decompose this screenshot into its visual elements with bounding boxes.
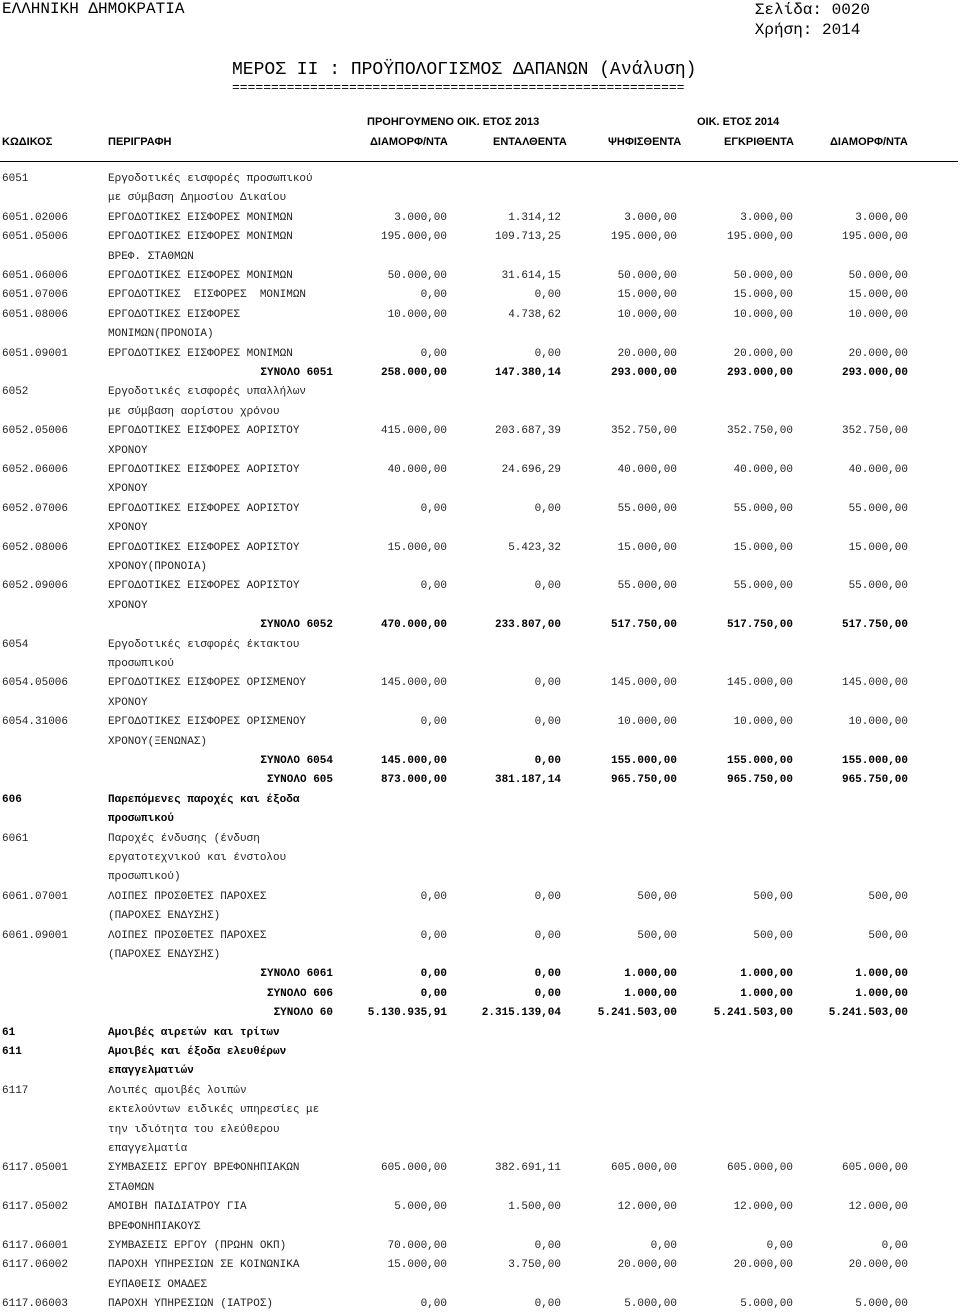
amount-cell: 10.000,00	[733, 308, 793, 321]
amount-cell: 10.000,00	[617, 308, 677, 321]
amount-cell: 20.000,00	[617, 347, 677, 360]
group-curr-year: ΟΙΚ. ΕΤΟΣ 2014	[697, 116, 780, 128]
amount-cell: 20.000,00	[848, 1259, 908, 1272]
amount-cell: 500,00	[637, 890, 677, 903]
amount-cell: 0,00	[881, 1240, 908, 1252]
table-row	[0, 636, 960, 655]
amount-cell: 195.000,00	[841, 231, 908, 244]
amount-cell: 12.000,00	[733, 1201, 793, 1214]
amount-cell: 20.000,00	[733, 347, 793, 360]
amount-cell: 0,00	[534, 1240, 561, 1252]
amount-cell: 3.000,00	[740, 211, 793, 224]
table-row	[0, 1043, 960, 1062]
total-row	[0, 985, 960, 1004]
amount-cell: 10.000,00	[387, 308, 447, 321]
amount-cell: 55.000,00	[617, 580, 677, 593]
amount-cell: 0,00	[534, 347, 561, 360]
total-row	[0, 1004, 960, 1023]
amount-cell: 500,00	[868, 890, 908, 903]
row-description: ΠΑΡΟΧΗ ΥΠΗΡΕΣΙΩΝ (ΙΑΤΡΟΣ)	[108, 1298, 274, 1311]
row-description: (ΠΑΡΟΧΕΣ ΕΝΔΥΣΗΣ)	[108, 949, 221, 961]
row-code: 6051.02006	[2, 211, 69, 224]
table-row	[0, 810, 960, 829]
row-code: 6054	[2, 638, 29, 651]
amount-cell: 352.750,00	[726, 425, 793, 438]
amount-cell: 15.000,00	[848, 289, 908, 302]
row-description: ΕΡΓΟΔΟΤΙΚΕΣ ΕΙΣΦΟΡΕΣ ΜΟΝΙΜΩΝ	[108, 347, 293, 360]
row-description: προσωπικού)	[108, 871, 181, 884]
group-prev-year: ΠΡΟΗΓΟΥΜΕΝΟ ΟΙΚ. ΕΤΟΣ 2013	[367, 116, 540, 128]
row-description: με σύμβαση Δημοσίου Δικαίου	[108, 192, 287, 205]
row-description: ΕΥΠΑΘΕΙΣ ΟΜΑΔΕΣ	[108, 1278, 208, 1291]
amount-cell: 10.000,00	[848, 308, 908, 321]
amount-cell: 5.000,00	[855, 1298, 908, 1311]
page-number: Σελίδα: 0020	[754, 1, 870, 19]
amount-cell: 55.000,00	[848, 502, 908, 515]
row-code: 6117	[2, 1084, 29, 1097]
amount-cell: 0,00	[650, 1240, 677, 1252]
row-description: ΒΡΕΦΟΝΗΠΙΑΚΟΥΣ	[108, 1220, 201, 1233]
amount-cell: 0,00	[420, 502, 447, 515]
row-code: 6051	[2, 173, 29, 185]
col-voted: ΨΗΦΙΣΘΕΝΤΑ	[608, 136, 682, 148]
row-description: ΧΡΟΝΟΥ	[108, 483, 148, 496]
row-code: 6052.05006	[2, 425, 69, 438]
amount-cell: 1.000,00	[740, 987, 793, 1000]
amount-cell: 470.000,00	[380, 619, 447, 632]
row-description: προσωπικού	[108, 813, 175, 826]
page-info	[755, 0, 870, 40]
row-description: ΕΡΓΟΔΟΤΙΚΕΣ ΕΙΣΦΟΡΕΣ ΑΟΡΙΣΤΟΥ	[108, 502, 300, 515]
table-row	[0, 1101, 960, 1120]
row-description: ΕΡΓΟΔΟΤΙΚΕΣ ΕΙΣΦΟΡΕΣ ΑΟΡΙΣΤΟΥ	[108, 425, 300, 438]
amount-cell: 381.187,14	[494, 774, 561, 787]
amount-cell: 1.000,00	[855, 968, 908, 981]
amount-cell: 40.000,00	[617, 464, 677, 476]
row-description: ΧΡΟΝΟΥ	[108, 444, 148, 457]
total-label: ΣΥΝΟΛΟ 6052	[260, 619, 333, 632]
row-description: Λοιπές αμοιβές λοιπών	[108, 1084, 247, 1097]
amount-cell: 0,00	[420, 289, 447, 302]
amount-cell: 605.000,00	[841, 1162, 908, 1175]
amount-cell: 0,00	[420, 968, 447, 981]
row-code: 6054.05006	[2, 677, 69, 690]
total-label: ΣΥΝΟΛΟ 6054	[260, 755, 333, 767]
amount-cell: 15.000,00	[733, 289, 793, 302]
row-description: ΧΡΟΝΟΥ	[108, 696, 148, 709]
row-description: ΕΡΓΟΔΟΤΙΚΕΣ ΕΙΣΦΟΡΕΣ ΜΟΝΙΜΩΝ	[108, 231, 293, 244]
total-row	[0, 771, 960, 790]
row-description: Εργοδοτικές εισφορές υπαλλήλων	[108, 386, 307, 399]
amount-cell: 70.000,00	[387, 1240, 447, 1252]
row-code: 6051.09001	[2, 347, 69, 360]
table-row	[0, 539, 960, 558]
table-row	[0, 461, 960, 480]
state-name: ΕΛΛΗΝΙΚΗ ΔΗΜΟΚΡΑΤΙΑ	[2, 0, 185, 18]
fiscal-year: Χρήση: 2014	[754, 21, 861, 39]
row-code: 6052.09006	[2, 580, 69, 593]
amount-cell: 15.000,00	[387, 1259, 447, 1272]
row-description: ΧΡΟΝΟΥ(ΠΡΟΝΟΙΑ)	[108, 561, 208, 573]
amount-cell: 1.000,00	[624, 987, 677, 1000]
table-row	[0, 1237, 960, 1256]
table-row	[0, 209, 960, 228]
table-row	[0, 306, 960, 325]
amount-cell: 0,00	[534, 755, 561, 767]
total-label: ΣΥΝΟΛΟ 6051	[260, 367, 333, 379]
row-code: 6051.07006	[2, 289, 69, 302]
total-row	[0, 364, 960, 383]
table-row	[0, 1256, 960, 1275]
col-prev-formed: ΔΙΑΜΟΡΦ/ΝΤΑ	[370, 136, 448, 148]
row-code: 6051.08006	[2, 308, 69, 321]
amount-cell: 31.614,15	[501, 270, 561, 282]
amount-cell: 55.000,00	[733, 502, 793, 515]
row-description: ΧΡΟΝΟΥ(ΞΕΝΩΝΑΣ)	[108, 735, 208, 748]
row-description: με σύμβαση αορίστου χρόνου	[108, 405, 280, 418]
table-row	[0, 713, 960, 732]
table-row	[0, 325, 960, 344]
row-description: ΜΟΝΙΜΩΝ(ΠΡΟΝΟΙΑ)	[108, 328, 214, 341]
amount-cell: 0,00	[534, 677, 561, 690]
amount-cell: 50.000,00	[387, 270, 447, 282]
amount-cell: 0,00	[534, 1298, 561, 1311]
amount-cell: 145.000,00	[610, 677, 677, 690]
table-row	[0, 577, 960, 596]
amount-cell: 233.807,00	[494, 619, 561, 632]
amount-cell: 12.000,00	[848, 1201, 908, 1214]
amount-cell: 0,00	[534, 502, 561, 515]
table-row	[0, 791, 960, 810]
row-code: 6061.09001	[2, 929, 69, 942]
row-description: ΕΡΓΟΔΟΤΙΚΕΣ ΕΙΣΦΟΡΕΣ ΟΡΙΣΜΕΝΟΥ	[108, 716, 307, 729]
amount-cell: 605.000,00	[380, 1162, 447, 1175]
table-row	[0, 1082, 960, 1101]
amount-cell: 293.000,00	[726, 367, 793, 379]
amount-cell: 20.000,00	[848, 347, 908, 360]
col-code: ΚΩΔΙΚΟΣ	[2, 136, 53, 148]
row-description: (ΠΑΡΟΧΕΣ ΕΝΔΥΣΗΣ)	[108, 910, 221, 923]
amount-cell: 15.000,00	[617, 541, 677, 554]
col-curr-formed: ΔΙΑΜΟΡΦ/ΝΤΑ	[830, 136, 908, 148]
amount-cell: 20.000,00	[617, 1259, 677, 1272]
row-description: ΣΥΜΒΑΣΕΙΣ ΕΡΓΟΥ ΒΡΕΦΟΝΗΠΙΑΚΩΝ	[108, 1162, 300, 1175]
row-description: την ιδιότητα του ελεύθερου	[108, 1123, 280, 1136]
amount-cell: 3.000,00	[394, 211, 447, 224]
amount-cell: 15.000,00	[617, 289, 677, 302]
amount-cell: 55.000,00	[617, 502, 677, 515]
table-row	[0, 888, 960, 907]
amount-cell: 50.000,00	[617, 270, 677, 282]
row-code: 6054.31006	[2, 716, 69, 729]
row-description: ΛΟΙΠΕΣ ΠΡΟΣΘΕΤΕΣ ΠΑΡΟΧΕΣ	[108, 929, 267, 942]
row-description: ΠΑΡΟΧΗ ΥΠΗΡΕΣΙΩΝ ΣΕ ΚΟΙΝΩΝΙΚΑ	[108, 1259, 300, 1272]
amount-cell: 10.000,00	[617, 716, 677, 729]
total-label: ΣΥΝΟΛΟ 60	[273, 1007, 333, 1020]
amount-cell: 1.000,00	[740, 968, 793, 981]
amount-cell: 10.000,00	[848, 716, 908, 729]
amount-cell: 145.000,00	[726, 677, 793, 690]
table-row	[0, 1140, 960, 1159]
amount-cell: 0,00	[420, 1298, 447, 1311]
row-description: ΕΡΓΟΔΟΤΙΚΕΣ ΕΙΣΦΟΡΕΣ ΟΡΙΣΜΕΝΟΥ	[108, 677, 307, 690]
table-row	[0, 1218, 960, 1237]
table-row	[0, 655, 960, 674]
amount-cell: 2.315.139,04	[481, 1007, 561, 1020]
amount-cell: 0,00	[420, 716, 447, 729]
amount-cell: 0,00	[420, 580, 447, 593]
table-row	[0, 189, 960, 208]
total-row	[0, 616, 960, 635]
table-row	[0, 694, 960, 713]
row-description: Παροχές ένδυσης (ένδυση	[108, 832, 260, 845]
table-row	[0, 519, 960, 538]
table-row	[0, 907, 960, 926]
table-row	[0, 946, 960, 965]
table-row	[0, 403, 960, 422]
total-row	[0, 752, 960, 771]
amount-cell: 293.000,00	[610, 367, 677, 379]
col-prev-ordered: ΕΝΤΑΛΘΕΝΤΑ	[493, 136, 567, 148]
amount-cell: 0,00	[534, 580, 561, 593]
table-row	[0, 383, 960, 402]
amount-cell: 0,00	[534, 968, 561, 981]
row-description: ΕΡΓΟΔΟΤΙΚΕΣ ΕΙΣΦΟΡΕΣ	[108, 308, 241, 321]
row-description: επαγγελματιών	[108, 1065, 194, 1078]
amount-cell: 293.000,00	[841, 367, 908, 379]
amount-cell: 0,00	[420, 347, 447, 360]
table-row	[0, 345, 960, 364]
row-code: 6117.06002	[2, 1259, 69, 1272]
row-description: Εργοδοτικές εισφορές προσωπικού	[108, 173, 313, 185]
amount-cell: 1.314,12	[508, 211, 561, 224]
amount-cell: 3.000,00	[855, 211, 908, 224]
amount-cell: 3.750,00	[508, 1259, 561, 1272]
row-description: ΧΡΟΝΟΥ	[108, 522, 148, 535]
table-row	[0, 422, 960, 441]
header-rule	[0, 161, 958, 162]
amount-cell: 24.696,29	[501, 464, 561, 476]
amount-cell: 517.750,00	[610, 619, 677, 632]
amount-cell: 352.750,00	[610, 425, 677, 438]
row-description: ΕΡΓΟΔΟΤΙΚΕΣ ΕΙΣΦΟΡΕΣ ΑΟΡΙΣΤΟΥ	[108, 464, 300, 476]
amount-cell: 10.000,00	[733, 716, 793, 729]
table-row	[0, 733, 960, 752]
amount-cell: 40.000,00	[733, 464, 793, 476]
amount-cell: 965.750,00	[726, 774, 793, 787]
table-row	[0, 1024, 960, 1043]
amount-cell: 1.000,00	[855, 987, 908, 1000]
amount-cell: 147.380,14	[494, 367, 561, 379]
amount-cell: 1.000,00	[624, 968, 677, 981]
row-code: 6117.06001	[2, 1240, 69, 1252]
amount-cell: 605.000,00	[610, 1162, 677, 1175]
row-description: Αμοιβές και έξοδα ελευθέρων	[108, 1046, 287, 1058]
table-row	[0, 228, 960, 247]
amount-cell: 4.738,62	[508, 308, 561, 321]
table-row	[0, 558, 960, 577]
amount-cell: 0,00	[534, 716, 561, 729]
amount-cell: 5.130.935,91	[367, 1007, 447, 1020]
amount-cell: 5.241.503,00	[713, 1007, 793, 1020]
amount-cell: 50.000,00	[848, 270, 908, 282]
table-row	[0, 1179, 960, 1198]
table-row	[0, 1295, 960, 1314]
row-description: ΛΟΙΠΕΣ ΠΡΟΣΘΕΤΕΣ ΠΑΡΟΧΕΣ	[108, 890, 267, 903]
amount-cell: 145.000,00	[841, 677, 908, 690]
amount-cell: 109.713,25	[494, 231, 561, 244]
amount-cell: 5.000,00	[740, 1298, 793, 1311]
row-code: 611	[2, 1046, 22, 1058]
amount-cell: 155.000,00	[726, 755, 793, 767]
row-description: Παρεπόμενες παροχές και έξοδα	[108, 793, 300, 806]
row-description: ΧΡΟΝΟΥ	[108, 599, 148, 612]
amount-cell: 500,00	[637, 929, 677, 942]
amount-cell: 12.000,00	[617, 1201, 677, 1214]
amount-cell: 15.000,00	[848, 541, 908, 554]
row-code: 6117.06003	[2, 1298, 69, 1311]
amount-cell: 517.750,00	[841, 619, 908, 632]
table-row	[0, 849, 960, 868]
amount-cell: 5.241.503,00	[828, 1007, 908, 1020]
row-code: 61	[2, 1026, 16, 1039]
table-row	[0, 170, 960, 189]
amount-cell: 0,00	[420, 890, 447, 903]
total-label: ΣΥΝΟΛΟ 6061	[260, 968, 333, 981]
row-description: ΣΤΑΘΜΩΝ	[108, 1181, 155, 1194]
amount-cell: 0,00	[766, 1240, 793, 1252]
amount-cell: 500,00	[753, 890, 793, 903]
amount-cell: 0,00	[534, 289, 561, 302]
amount-cell: 15.000,00	[733, 541, 793, 554]
table-row	[0, 597, 960, 616]
row-description: ΕΡΓΟΔΟΤΙΚΕΣ ΕΙΣΦΟΡΕΣ ΑΟΡΙΣΤΟΥ	[108, 541, 300, 554]
amount-cell: 20.000,00	[733, 1259, 793, 1272]
amount-cell: 352.750,00	[841, 425, 908, 438]
title-underline: ==========================================================	[232, 80, 685, 95]
amount-cell: 258.000,00	[380, 367, 447, 379]
row-description: επαγγελματία	[108, 1143, 188, 1155]
amount-cell: 1.500,00	[508, 1201, 561, 1214]
row-description: ΕΡΓΟΔΟΤΙΚΕΣ ΕΙΣΦΟΡΕΣ ΜΟΝΙΜΩΝ	[108, 289, 307, 302]
table-row	[0, 500, 960, 519]
amount-cell: 0,00	[534, 890, 561, 903]
total-label: ΣΥΝΟΛΟ 605	[266, 774, 333, 787]
amount-cell: 873.000,00	[380, 774, 447, 787]
row-description: ΑΜΟΙΒΗ ΠΑΙΔΙΑΤΡΟΥ ΓΙΑ	[108, 1201, 247, 1214]
amount-cell: 55.000,00	[733, 580, 793, 593]
amount-cell: 40.000,00	[848, 464, 908, 476]
amount-cell: 5.423,32	[508, 541, 561, 554]
amount-cell: 145.000,00	[380, 755, 447, 767]
amount-cell: 155.000,00	[841, 755, 908, 767]
total-row	[0, 965, 960, 984]
row-description: προσωπικού	[108, 658, 175, 670]
table-row	[0, 442, 960, 461]
table-row	[0, 830, 960, 849]
table-row	[0, 1121, 960, 1140]
row-description: ΕΡΓΟΔΟΤΙΚΕΣ ΕΙΣΦΟΡΕΣ ΑΟΡΙΣΤΟΥ	[108, 580, 300, 593]
row-description: εργατοτεχνικού και ένστολου	[108, 852, 287, 864]
table-row	[0, 927, 960, 946]
total-label: ΣΥΝΟΛΟ 606	[266, 987, 333, 1000]
amount-cell: 15.000,00	[387, 541, 447, 554]
row-description: Εργοδοτικές εισφορές έκτακτου	[108, 638, 300, 651]
table-row	[0, 674, 960, 693]
col-approved: ΕΓΚΡΙΘΕΝΤΑ	[724, 136, 794, 148]
row-code: 6117.05002	[2, 1201, 69, 1214]
amount-cell: 500,00	[868, 929, 908, 942]
amount-cell: 145.000,00	[380, 677, 447, 690]
amount-cell: 0,00	[420, 987, 447, 1000]
table-row	[0, 480, 960, 499]
row-code: 6117.05001	[2, 1162, 69, 1175]
amount-cell: 965.750,00	[841, 774, 908, 787]
amount-cell: 55.000,00	[848, 580, 908, 593]
amount-cell: 0,00	[534, 987, 561, 1000]
amount-cell: 500,00	[753, 929, 793, 942]
row-code: 606	[2, 793, 22, 806]
row-description: εκτελούντων ειδικές υπηρεσίες με	[108, 1104, 320, 1117]
amount-cell: 203.687,39	[494, 425, 561, 438]
table-row	[0, 868, 960, 887]
row-code: 6052.07006	[2, 502, 69, 515]
row-code: 6051.06006	[2, 270, 69, 282]
table-row	[0, 286, 960, 305]
amount-cell: 50.000,00	[733, 270, 793, 282]
amount-cell: 5.241.503,00	[597, 1007, 677, 1020]
amount-cell: 195.000,00	[380, 231, 447, 244]
amount-cell: 5.000,00	[394, 1201, 447, 1214]
amount-cell: 195.000,00	[726, 231, 793, 244]
amount-cell: 195.000,00	[610, 231, 677, 244]
col-description: ΠΕΡΙΓΡΑΦΗ	[108, 136, 172, 148]
row-code: 6052.06006	[2, 464, 69, 476]
page-title: ΜΕΡΟΣ ΙΙ : ΠΡΟΫΠΟΛΟΓΙΣΜΟΣ ΔΑΠΑΝΩΝ (Ανάλυση)	[232, 60, 697, 80]
table-row	[0, 267, 960, 286]
amount-cell: 3.000,00	[624, 211, 677, 224]
row-description: Αμοιβές αιρετών και τρίτων	[108, 1026, 280, 1039]
row-code: 6052.08006	[2, 541, 69, 554]
row-code: 6051.05006	[2, 231, 69, 244]
amount-cell: 517.750,00	[726, 619, 793, 632]
amount-cell: 605.000,00	[726, 1162, 793, 1175]
table-row	[0, 1198, 960, 1217]
amount-cell: 382.691,11	[494, 1162, 561, 1175]
row-description: ΕΡΓΟΔΟΤΙΚΕΣ ΕΙΣΦΟΡΕΣ ΜΟΝΙΜΩΝ	[108, 270, 293, 282]
amount-cell: 5.000,00	[624, 1298, 677, 1311]
row-description: ΣΥΜΒΑΣΕΙΣ ΕΡΓΟΥ (ΠΡΩΗΝ ΟΚΠ)	[108, 1240, 287, 1252]
amount-cell: 155.000,00	[610, 755, 677, 767]
row-description: ΒΡΕΦ. ΣΤΑΘΜΩΝ	[108, 250, 194, 263]
row-code: 6061	[2, 832, 29, 845]
row-description: ΕΡΓΟΔΟΤΙΚΕΣ ΕΙΣΦΟΡΕΣ ΜΟΝΙΜΩΝ	[108, 211, 293, 224]
row-code: 6061.07001	[2, 890, 69, 903]
amount-cell: 965.750,00	[610, 774, 677, 787]
table-row	[0, 248, 960, 267]
table-row	[0, 1159, 960, 1178]
table-row	[0, 1062, 960, 1081]
amount-cell: 0,00	[534, 929, 561, 942]
row-code: 6052	[2, 386, 29, 399]
amount-cell: 40.000,00	[387, 464, 447, 476]
table-row	[0, 1276, 960, 1295]
amount-cell: 415.000,00	[380, 425, 447, 438]
amount-cell: 0,00	[420, 929, 447, 942]
